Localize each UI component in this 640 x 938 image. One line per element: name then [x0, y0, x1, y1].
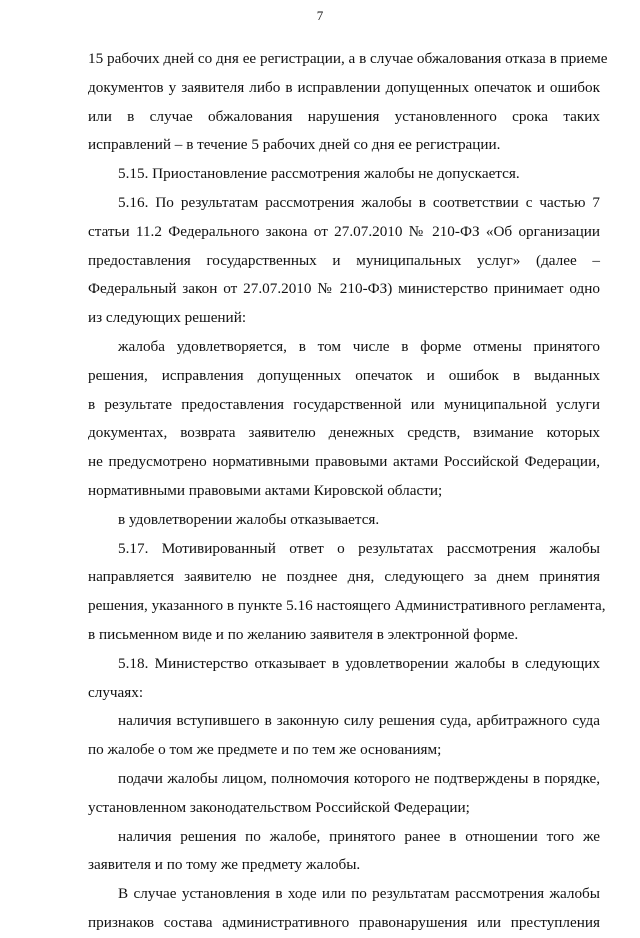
text-line: исправлений – в течение 5 рабочих дней со дня ее регистрации. — [88, 136, 501, 154]
text-line: В случае установления в ходе или по результатам рассмотрения жалобы — [118, 885, 600, 903]
text-line: в удовлетворении жалобы отказывается. — [118, 510, 380, 528]
paragraph-continuation — [88, 45, 608, 160]
text-line: признаков состава административного правонарушения или преступления — [88, 913, 600, 931]
text-line: 5.16. По результатам рассмотрения жалобы в соответствии с частью 7 — [118, 193, 600, 211]
text-line: решения, указанного в пункте 5.16 настоящего Административного регламента, — [88, 597, 606, 615]
text-line: в результате предоставления государственной или муниципальной услуги — [88, 395, 600, 413]
text-line: статьи 11.2 Федерального закона от 27.07.2010 № 210-ФЗ «Об организации — [88, 222, 600, 240]
text-line: жалоба удовлетворяется, в том числе в форме отмены принятого — [118, 337, 600, 355]
text-line: документов у заявителя либо в исправлении допущенных опечаток и ошибок — [88, 78, 600, 96]
clause-5-17 — [88, 535, 606, 650]
refusal-ground-prior-decision — [88, 823, 600, 881]
text-line: 5.17. Мотивированный ответ о результатах рассмотрения жалобы — [118, 539, 600, 557]
page-number: 7 — [316, 8, 324, 23]
decision-refused — [88, 506, 600, 535]
text-line: 5.18. Министерство отказывает в удовлетворении жалобы в следующих — [118, 654, 600, 672]
clause-5-18 — [88, 650, 600, 708]
text-line: подачи жалобы лицом, полномочия которого не подтверждены в порядке, — [118, 769, 600, 787]
text-line: документах, возврата заявителю денежных средств, взимание которых — [88, 424, 600, 442]
paragraph-offense-signs — [88, 880, 600, 938]
text-line: 5.15. Приостановление рассмотрения жалобы не допускается. — [118, 165, 520, 183]
refusal-ground-unauthorized — [88, 765, 600, 823]
text-line: в письменном виде и по желанию заявителя в электронной форме. — [88, 625, 519, 643]
text-line: наличия решения по жалобе, принятого ранее в отношении того же — [118, 827, 600, 845]
text-line: 15 рабочих дней со дня ее регистрации, а в случае обжалования отказа в приеме — [88, 50, 608, 67]
text-line: наличия вступившего в законную силу решения суда, арбитражного суда — [118, 712, 600, 730]
text-line: по жалобе о том же предмете и по тем же основаниям; — [88, 741, 442, 759]
decision-satisfied — [88, 333, 600, 506]
clause-5-15 — [88, 160, 600, 189]
text-line: не предусмотрено нормативными правовыми актами Российской Федерации, — [88, 453, 600, 471]
document-body — [88, 45, 608, 938]
text-line: случаях: — [88, 683, 144, 701]
text-line: Федеральный закон от 27.07.2010 № 210-ФЗ) министерство принимает одно — [88, 280, 600, 298]
text-line: направляется заявителю не позднее дня, следующего за днем принятия — [88, 568, 600, 586]
text-line: заявителя и по тому же предмету жалобы. — [88, 856, 361, 874]
text-line: предоставления государственных и муниципальных услуг» (далее – — [88, 251, 600, 269]
text-line: установленном законодательством Российской Федерации; — [88, 798, 470, 816]
text-line: или в случае обжалования нарушения установленного срока таких — [88, 107, 600, 125]
text-line: из следующих решений: — [88, 309, 247, 327]
text-line: решения, исправления допущенных опечаток и ошибок в выданных — [88, 366, 600, 384]
text-line: нормативными правовыми актами Кировской области; — [88, 481, 443, 499]
refusal-ground-court-decision — [88, 707, 600, 765]
clause-5-16 — [88, 189, 600, 333]
